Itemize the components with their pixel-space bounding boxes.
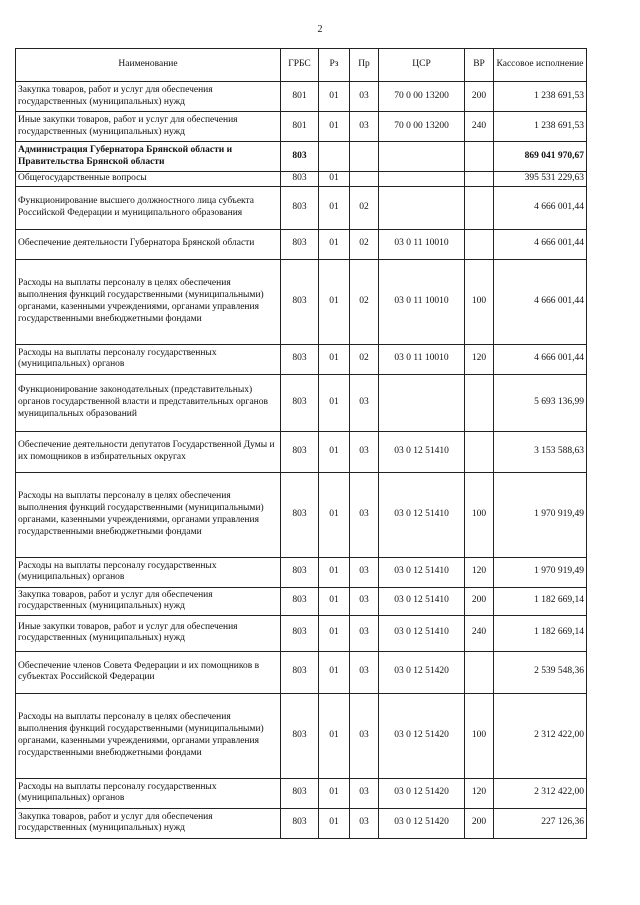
row-vr: 200 [465, 587, 494, 615]
row-pr: 03 [350, 778, 379, 808]
row-name: Обеспечение членов Совета Федерации и их помощников в субъектах Российской Федерации [16, 651, 281, 693]
row-csr: 70 0 00 13200 [379, 112, 465, 142]
row-rz: 01 [319, 778, 350, 808]
row-amount: 4 666 001,44 [494, 186, 587, 229]
row-amount: 2 539 548,36 [494, 651, 587, 693]
row-csr [379, 374, 465, 431]
row-amount: 1 970 919,49 [494, 557, 587, 587]
page-number: 2 [317, 24, 323, 35]
row-rz: 01 [319, 557, 350, 587]
row-rz: 01 [319, 615, 350, 651]
row-rz: 01 [319, 651, 350, 693]
row-rz: 01 [319, 186, 350, 229]
row-amount: 395 531 229,63 [494, 172, 587, 187]
row-rz: 01 [319, 259, 350, 344]
row-pr: 03 [350, 112, 379, 142]
row-amount: 1 970 919,49 [494, 472, 587, 557]
row-csr [379, 172, 465, 187]
row-pr [350, 142, 379, 172]
row-name: Расходы на выплаты персоналу в целях обеспечения выполнения функций государственными (муниципальными) органами, казенными учреждениями, органами управления государственными внебюджетными фондами [16, 472, 281, 557]
table-row [16, 693, 587, 778]
row-amount: 1 182 669,14 [494, 615, 587, 651]
row-grbs: 803 [281, 557, 319, 587]
row-grbs: 803 [281, 186, 319, 229]
row-vr [465, 229, 494, 259]
row-amount: 1 182 669,14 [494, 587, 587, 615]
table-row [16, 587, 587, 615]
table-row [16, 431, 587, 472]
row-name: Функционирование законодательных (представительных) органов государственной власти и представительных органов муниципальных образований [16, 374, 281, 431]
row-pr: 03 [350, 693, 379, 778]
row-grbs: 803 [281, 229, 319, 259]
header-rz: Рз [319, 49, 350, 82]
row-rz [319, 142, 350, 172]
row-pr: 03 [350, 82, 379, 112]
row-amount: 1 238 691,53 [494, 112, 587, 142]
row-name: Закупка товаров, работ и услуг для обеспечения государственных (муниципальных) нужд [16, 587, 281, 615]
row-name: Общегосударственные вопросы [16, 172, 281, 187]
row-grbs: 803 [281, 172, 319, 187]
row-vr: 240 [465, 615, 494, 651]
row-pr: 03 [350, 557, 379, 587]
table-row [16, 808, 587, 838]
table-row [16, 172, 587, 187]
row-pr: 03 [350, 431, 379, 472]
row-vr: 240 [465, 112, 494, 142]
row-grbs: 801 [281, 82, 319, 112]
row-rz: 01 [319, 374, 350, 431]
table-header-row [16, 49, 587, 82]
row-vr: 120 [465, 778, 494, 808]
row-vr [465, 374, 494, 431]
row-grbs: 803 [281, 808, 319, 838]
header-amount: Кассовое исполнение [494, 49, 587, 82]
table-row [16, 186, 587, 229]
table-row [16, 344, 587, 374]
table-row [16, 778, 587, 808]
row-csr: 03 0 11 10010 [379, 229, 465, 259]
row-vr: 200 [465, 808, 494, 838]
row-grbs: 803 [281, 651, 319, 693]
row-name: Закупка товаров, работ и услуг для обеспечения государственных (муниципальных) нужд [16, 808, 281, 838]
row-grbs: 803 [281, 142, 319, 172]
table-row [16, 229, 587, 259]
row-vr [465, 186, 494, 229]
row-csr [379, 186, 465, 229]
row-name: Расходы на выплаты персоналу государственных (муниципальных) органов [16, 344, 281, 374]
table-row [16, 651, 587, 693]
row-rz: 01 [319, 431, 350, 472]
row-vr: 100 [465, 693, 494, 778]
table-row [16, 374, 587, 431]
row-pr: 03 [350, 651, 379, 693]
row-vr [465, 651, 494, 693]
row-vr [465, 142, 494, 172]
row-grbs: 801 [281, 112, 319, 142]
table-row [16, 615, 587, 651]
row-vr: 200 [465, 82, 494, 112]
row-pr [350, 172, 379, 187]
row-amount: 5 693 136,99 [494, 374, 587, 431]
row-grbs: 803 [281, 615, 319, 651]
row-name: Расходы на выплаты персоналу государственных (муниципальных) органов [16, 557, 281, 587]
row-pr: 03 [350, 808, 379, 838]
row-rz: 01 [319, 808, 350, 838]
row-name: Обеспечение деятельности депутатов Государственной Думы и их помощников в избирательных округах [16, 431, 281, 472]
row-amount: 4 666 001,44 [494, 259, 587, 344]
row-rz: 01 [319, 472, 350, 557]
row-grbs: 803 [281, 693, 319, 778]
header-pr: Пр [350, 49, 379, 82]
row-pr: 03 [350, 615, 379, 651]
row-pr: 03 [350, 472, 379, 557]
row-vr [465, 172, 494, 187]
row-csr: 03 0 12 51410 [379, 472, 465, 557]
row-rz: 01 [319, 587, 350, 615]
row-rz: 01 [319, 229, 350, 259]
row-grbs: 803 [281, 587, 319, 615]
row-vr [465, 431, 494, 472]
row-csr: 03 0 12 51410 [379, 557, 465, 587]
row-vr: 100 [465, 259, 494, 344]
header-csr: ЦСР [379, 49, 465, 82]
row-csr: 70 0 00 13200 [379, 82, 465, 112]
row-csr: 03 0 12 51410 [379, 615, 465, 651]
row-amount: 869 041 970,67 [494, 142, 587, 172]
row-amount: 1 238 691,53 [494, 82, 587, 112]
row-amount: 3 153 588,63 [494, 431, 587, 472]
header-vr: ВР [465, 49, 494, 82]
row-csr: 03 0 12 51410 [379, 587, 465, 615]
row-name: Расходы на выплаты персоналу в целях обеспечения выполнения функций государственными (муниципальными) органами, казенными учреждениями, органами управления государственными внебюджетными фондами [16, 259, 281, 344]
row-amount: 2 312 422,00 [494, 778, 587, 808]
table-row [16, 142, 587, 172]
row-csr: 03 0 11 10010 [379, 344, 465, 374]
row-grbs: 803 [281, 344, 319, 374]
table-row [16, 472, 587, 557]
row-name: Расходы на выплаты персоналу в целях обеспечения выполнения функций государственными (муниципальными) органами, казенными учреждениями, органами управления государственными внебюджетными фондами [16, 693, 281, 778]
row-csr: 03 0 12 51420 [379, 808, 465, 838]
budget-execution-table [15, 48, 587, 839]
row-csr: 03 0 12 51420 [379, 651, 465, 693]
row-pr: 03 [350, 587, 379, 615]
row-pr: 02 [350, 229, 379, 259]
row-grbs: 803 [281, 778, 319, 808]
row-pr: 02 [350, 259, 379, 344]
row-csr: 03 0 12 51420 [379, 693, 465, 778]
header-grbs: ГРБС [281, 49, 319, 82]
row-pr: 03 [350, 374, 379, 431]
row-rz: 01 [319, 112, 350, 142]
row-grbs: 803 [281, 374, 319, 431]
row-rz: 01 [319, 172, 350, 187]
row-vr: 120 [465, 557, 494, 587]
row-csr: 03 0 12 51420 [379, 778, 465, 808]
row-pr: 02 [350, 186, 379, 229]
row-csr [379, 142, 465, 172]
row-grbs: 803 [281, 259, 319, 344]
row-name: Расходы на выплаты персоналу государственных (муниципальных) органов [16, 778, 281, 808]
row-name: Закупка товаров, работ и услуг для обеспечения государственных (муниципальных) нужд [16, 82, 281, 112]
row-amount: 4 666 001,44 [494, 229, 587, 259]
row-vr: 120 [465, 344, 494, 374]
row-amount: 227 126,36 [494, 808, 587, 838]
row-vr: 100 [465, 472, 494, 557]
row-amount: 4 666 001,44 [494, 344, 587, 374]
row-name: Администрация Губернатора Брянской области и Правительства Брянской области [16, 142, 281, 172]
row-rz: 01 [319, 693, 350, 778]
row-csr: 03 0 12 51410 [379, 431, 465, 472]
table-row [16, 82, 587, 112]
row-name: Функционирование высшего должностного лица субъекта Российской Федерации и муниципального образования [16, 186, 281, 229]
row-pr: 02 [350, 344, 379, 374]
row-rz: 01 [319, 344, 350, 374]
row-grbs: 803 [281, 472, 319, 557]
table-row [16, 112, 587, 142]
header-name: Наименование [16, 49, 281, 82]
table-row [16, 259, 587, 344]
row-name: Иные закупки товаров, работ и услуг для обеспечения государственных (муниципальных) нужд [16, 615, 281, 651]
row-csr: 03 0 11 10010 [379, 259, 465, 344]
row-name: Иные закупки товаров, работ и услуг для обеспечения государственных (муниципальных) нужд [16, 112, 281, 142]
row-rz: 01 [319, 82, 350, 112]
table-row [16, 557, 587, 587]
row-grbs: 803 [281, 431, 319, 472]
row-name: Обеспечение деятельности Губернатора Брянской области [16, 229, 281, 259]
row-amount: 2 312 422,00 [494, 693, 587, 778]
